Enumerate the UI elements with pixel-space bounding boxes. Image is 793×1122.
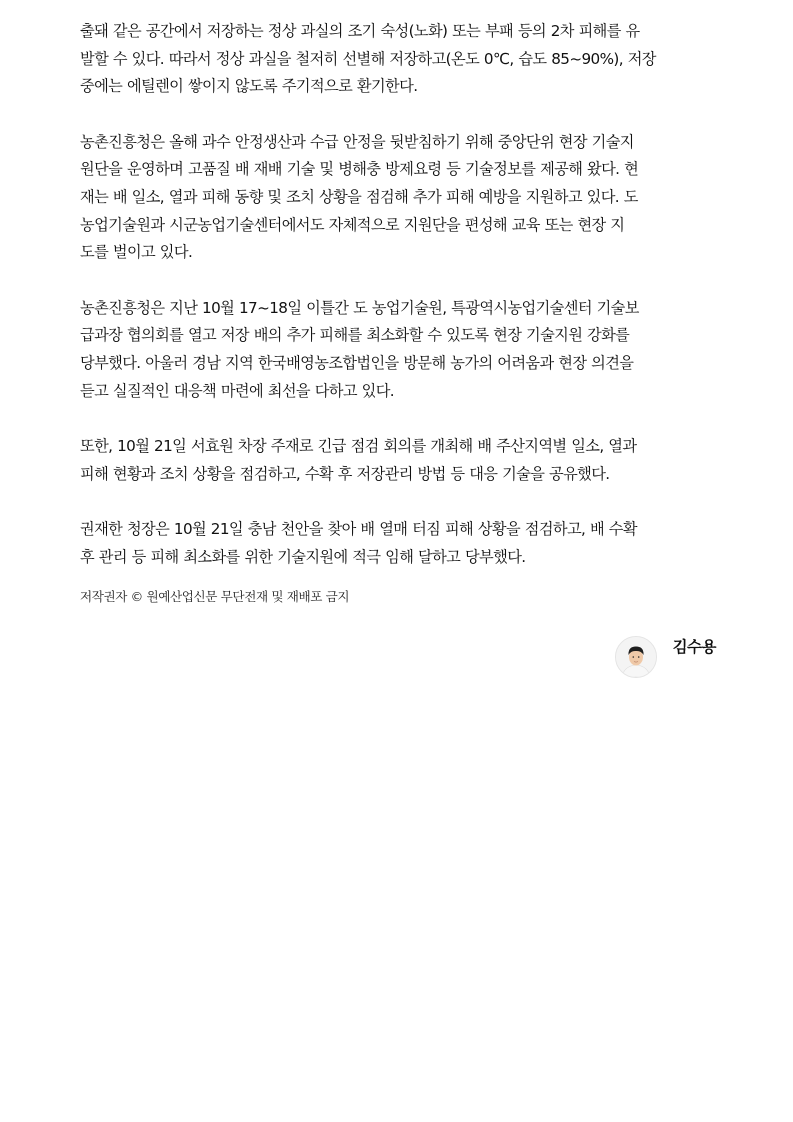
- article-paragraph-2: 농촌진흥청은 올해 과수 안정생산과 수급 안정을 뒷받침하기 위해 중앙단위 현장 기술지 원단을 운영하며 고품질 배 재배 기술 및 병해충 방제요령 등 기술정보를 제공해 왔다. 현 재는 배 일소, 열과 피해 동향 및 조치 상황을 점검해 추가 피해 예방을 지원하고 있다. 도 농업기술원과 시군농업기술센터에서도 자체적으로 지원단을 편성해 교육 또는 현장 지 도를 벌이고 있다.: [80, 132, 639, 262]
- author-byline: [615, 636, 716, 678]
- reporter-portrait-icon: [615, 636, 657, 678]
- article-paragraph-1: 출돼 같은 공간에서 저장하는 정상 과실의 조기 숙성(노화) 또는 부패 등의 2차 피해를 유 발할 수 있다. 따라서 정상 과실을 철저히 선별해 저장하고(온도 0℃, 습도 85~90%), 저장 중에는 에틸렌이 쌓이지 않도록 주기적으로 환기한다.: [80, 22, 656, 96]
- article-body: [80, 18, 716, 606]
- copyright-notice: 저작권자 © 원예산업신문 무단전재 및 재배포 금지: [80, 588, 350, 604]
- article-paragraph-4: 또한, 10월 21일 서효원 차장 주재로 긴급 점검 회의를 개최해 배 주산지역별 일소, 열과 피해 현황과 조치 상황을 점검하고, 수확 후 저장관리 방법 등 대응 기술을 공유했다.: [80, 437, 637, 483]
- article-paragraph-5: 권재한 청장은 10월 21일 충남 천안을 찾아 배 열매 터짐 피해 상황을 점검하고, 배 수확 후 관리 등 피해 최소화를 위한 기술지원에 적극 임해 달하고 당부했다.: [80, 520, 637, 566]
- author-name: 김수용: [672, 638, 716, 656]
- article-paragraph-3: 농촌진흥청은 지난 10월 17~18일 이틀간 도 농업기술원, 특광역시농업기술센터 기술보 급과장 협의회를 열고 저장 배의 추가 피해를 최소화할 수 있도록 현장 기술지원 강화를 당부했다. 아울러 경남 지역 한국배영농조합법인을 방문해 농가의 어려움과 현장 의견을 듣고 실질적인 대응책 마련에 최선을 다하고 있다.: [80, 298, 639, 400]
